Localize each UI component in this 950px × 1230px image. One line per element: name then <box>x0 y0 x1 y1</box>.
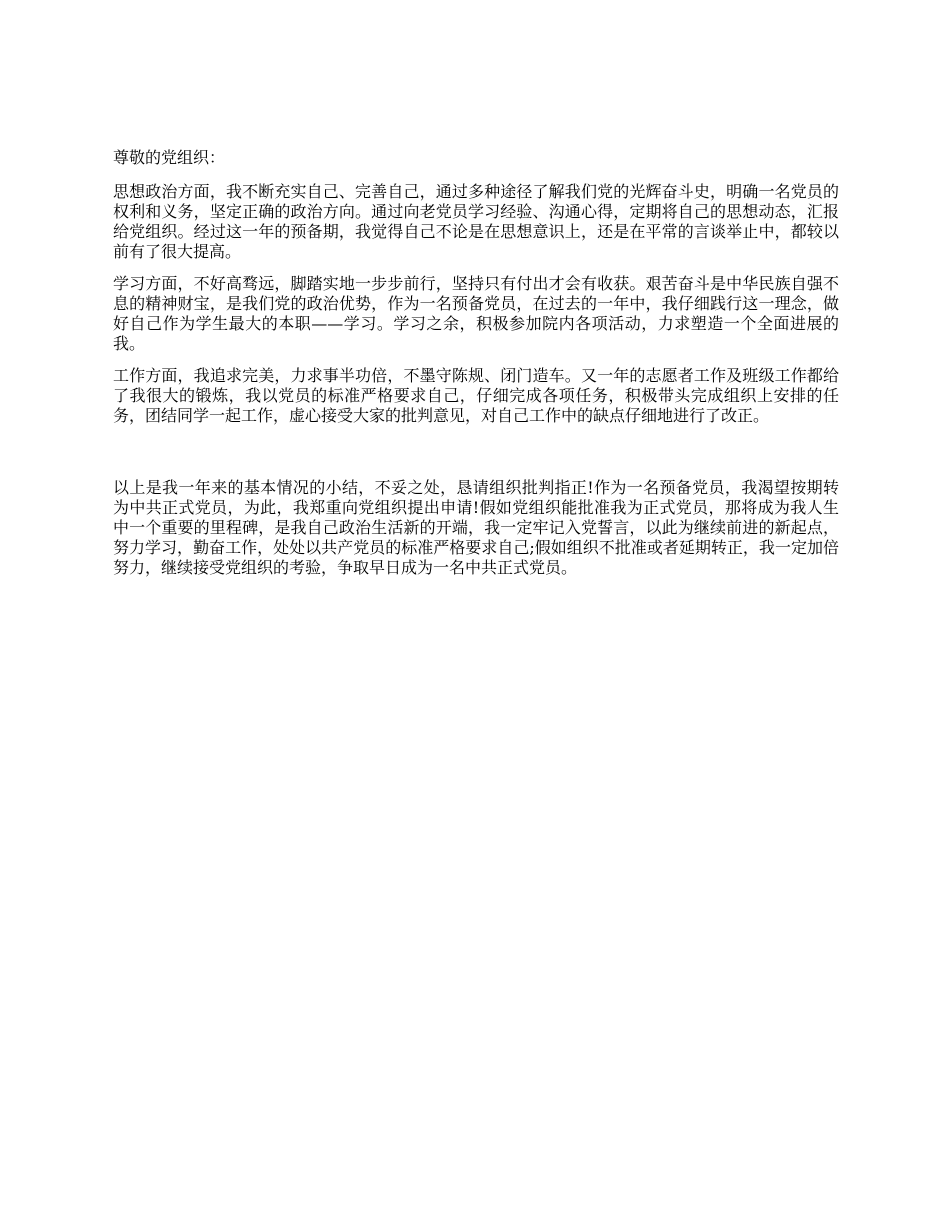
greeting: 尊敬的党组织： <box>113 148 226 167</box>
paragraph-work: 工作方面，我追求完美，力求事半功倍，不墨守陈规、闭门造车。又一年的志愿者工作及班级工作都给了我很大的锻炼，我以党员的标准严格要求自己，仔细完成各项任务，积极带头完成组织上安排的任务，团结同学一起工作，虚心接受大家的批判意见，对自己工作中的缺点仔细地进行了改正。 <box>113 366 839 425</box>
document-page <box>113 148 839 590</box>
paragraph-ideology: 思想政治方面，我不断充实自己、完善自己，通过多种途径了解我们党的光辉奋斗史，明确一名党员的权利和义务，坚定正确的政治方向。通过向老党员学习经验、沟通心得，定期将自己的思想动态，汇报给党组织。经过这一年的预备期，我觉得自己不论是在思想意识上，还是在平常的言谈举止中，都较以前有了很大提高。 <box>113 182 839 261</box>
section-gap <box>113 438 839 478</box>
paragraph-study: 学习方面，不好高骛远，脚踏实地一步步前行，坚持只有付出才会有收获。艰苦奋斗是中华民族自强不息的精神财宝，是我们党的政治优势，作为一名预备党员，在过去的一年中，我仔细践行这一理念，做好自己作为学生最大的本职——学习。学习之余，积极参加院内各项活动，力求塑造一个全面进展的我。 <box>113 274 839 353</box>
paragraph-conclusion: 以上是我一年来的基本情况的小结，不妥之处，恳请组织批判指正!作为一名预备党员，我渴望按期转为中共正式党员，为此，我郑重向党组织提出申请!假如党组织能批准我为正式党员，那将成为我人生中一个重要的里程碑，是我自己政治生活新的开端，我一定牢记入党誓言，以此为继续前进的新起点，努力学习，勤奋工作，处处以共产党员的标准严格要求自己;假如组织不批准或者延期转正，我一定加倍努力，继续接受党组织的考验，争取早日成为一名中共正式党员。 <box>113 478 839 577</box>
